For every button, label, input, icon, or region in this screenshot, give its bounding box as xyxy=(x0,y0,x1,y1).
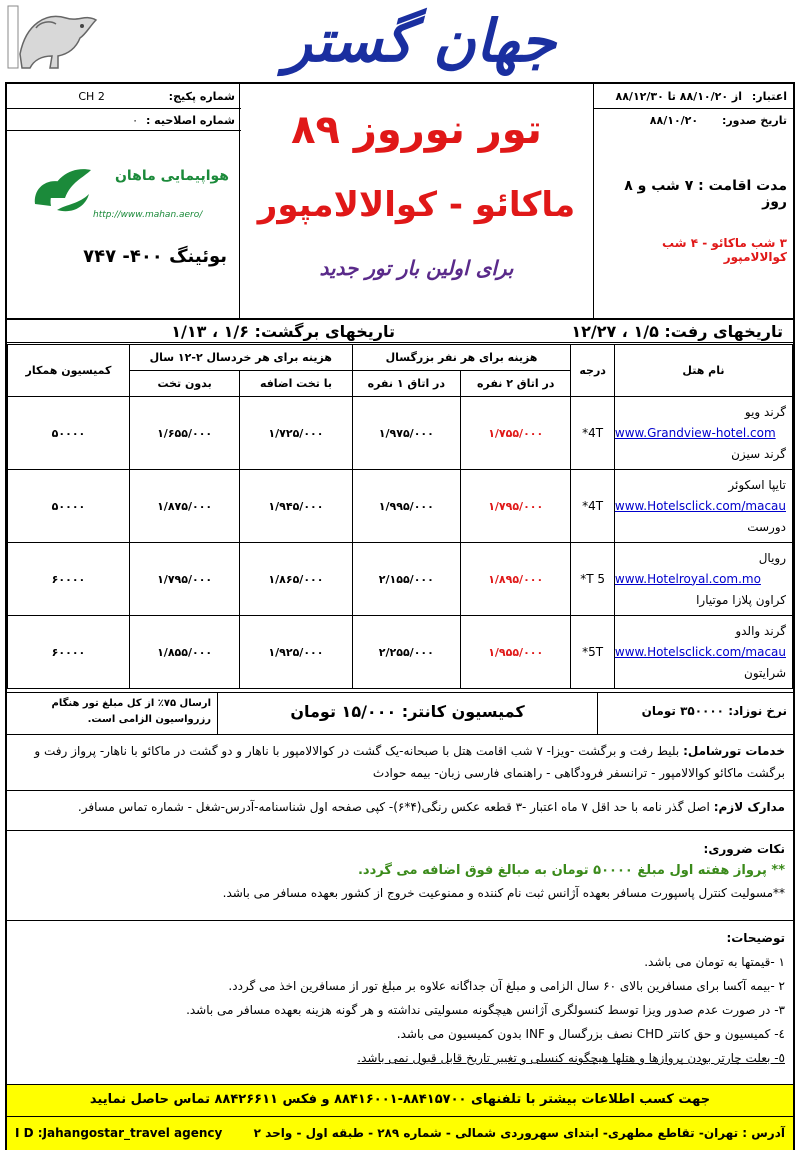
hotel-link[interactable]: www.Hotelroyal.com.mo xyxy=(614,571,761,586)
price-single: ۱/۹۷۵/۰۰۰ xyxy=(352,397,460,470)
header-double-room: در اتاق ۲ نفره xyxy=(461,371,571,397)
contact-text: جهت کسب اطلاعات بیشتر با تلفنهای ۸۸۴۱۵۷۰۰-۸۸۴۱۶۰۰۱ و فکس ۸۸۴۲۶۶۱۱ تماس حاصل نمایید xyxy=(89,1092,711,1107)
price-with-bed: ۱/۷۲۵/۰۰۰ xyxy=(240,397,352,470)
note-first-week: ** پرواز هفته اول مبلغ ۵۰۰۰۰ تومان به مبالغ فوق اضافه می گردد. xyxy=(357,863,785,878)
package-box xyxy=(7,84,241,319)
stay-duration: مدت اقامت : ۷ شب و ۸ روز xyxy=(624,178,787,210)
tour-route: ماکائو - کوالالامپور xyxy=(257,185,576,225)
revision-value: ۰ xyxy=(132,114,139,127)
price-with-bed: ۱/۹۴۵/۰۰۰ xyxy=(240,470,352,543)
price-double: ۱/۷۵۵/۰۰۰ xyxy=(461,397,571,470)
nights-split: ۳ شب ماکائو - ۴ شب کوالالامپور xyxy=(662,236,787,264)
header-adult-cost: هزینه برای هر نفر بزرگسال xyxy=(352,345,571,371)
hotel-alt: کراون پلازا موتیارا xyxy=(696,592,786,607)
header-child-cost: هزینه برای هر خردسال ۲-۱۲ سال xyxy=(129,345,352,371)
table-row xyxy=(8,397,793,470)
hotel-alt: گرند سیزن xyxy=(731,446,786,461)
header-commission: کمیسیون همکار xyxy=(8,345,130,397)
table-row xyxy=(8,543,793,616)
price-no-bed: ۱/۸۷۵/۰۰۰ xyxy=(129,470,239,543)
lion-logo-icon xyxy=(6,4,102,76)
documents-label: مدارک لازم: xyxy=(713,800,785,814)
hotel-name: گرند والدو xyxy=(735,623,786,638)
header-with-bed: با تخت اضافه xyxy=(240,371,352,397)
price-double: ۱/۷۹۵/۰۰۰ xyxy=(461,470,571,543)
commission: ۶۰۰۰۰ xyxy=(8,616,130,689)
commission: ۶۰۰۰۰ xyxy=(8,543,130,616)
hotel-name: گرند ویو xyxy=(744,404,786,419)
validity-box xyxy=(593,84,793,319)
table-row xyxy=(8,616,793,689)
agency-id: I D :Jahangostar_travel agency xyxy=(15,1126,223,1140)
hotel-link[interactable]: www.Grandview-hotel.com xyxy=(614,425,776,440)
explanations-label: توضیحات: xyxy=(726,931,785,945)
return-dates: تاریخهای برگشت: ۱/۶ ، ۱/۱۳ xyxy=(171,322,395,341)
notes-label: نکات ضروری: xyxy=(703,842,785,856)
counter-commission: کمیسیون کانتر: ۱۵/۰۰۰ تومان xyxy=(290,702,525,721)
header-hotel-name: نام هتل xyxy=(614,345,792,397)
airline-url: http://www.mahan.aero/ xyxy=(93,210,203,220)
note-passport: **مسولیت کنترل پاسپورت مسافر بعهده آژانس ثبت نام کننده و ممنوعیت خروج از کشور بعهده مسافر می باشد. xyxy=(222,886,785,900)
aircraft-type: بوئینگ ۴۰۰- ۷۴۷ xyxy=(83,246,227,267)
tour-slogan: برای اولین بار تور جدید xyxy=(319,256,514,280)
airline-name: هواپیمایی ماهان xyxy=(114,168,229,184)
address-text: آدرس : تهران- تقاطع مطهری- ابتدای سهروردی شمالی - شماره ۲۸۹ - طبقه اول - واحد ۲ xyxy=(253,1126,785,1140)
hotel-link[interactable]: www.Hotelsclick.com/macau xyxy=(614,644,786,659)
issue-label: تاریخ صدور: xyxy=(721,114,787,127)
price-double: ۱/۸۹۵/۰۰۰ xyxy=(461,543,571,616)
deposit-note: ارسال ۷۵٪ از کل مبلغ تور هنگام رزرواسیون الزامی است. xyxy=(51,698,211,725)
hotel-alt: دورست xyxy=(747,519,786,534)
mahan-air-logo-icon xyxy=(27,154,97,218)
price-with-bed: ۱/۸۶۵/۰۰۰ xyxy=(240,543,352,616)
hotel-grade: 5T* xyxy=(571,616,615,689)
header-single-room: در اتاق ۱ نفره xyxy=(352,371,460,397)
documents-text: اصل گذر نامه با حد اقل ۷ ماه اعتبار -۳ قطعه عکس رنگی(۴*۶)- کپی صفحه اول شناسنامه-آدرس-شغل - شماره تماس مسافر. xyxy=(77,800,710,814)
price-single: ۱/۹۹۵/۰۰۰ xyxy=(352,470,460,543)
tour-title: تور نوروز ۸۹ xyxy=(291,107,542,153)
price-no-bed: ۱/۸۵۵/۰۰۰ xyxy=(129,616,239,689)
commission: ۵۰۰۰۰ xyxy=(8,470,130,543)
validity-label: اعتبار: xyxy=(751,90,787,103)
infant-rate-box xyxy=(597,692,793,734)
services-line1: خدمات تورشامل: بلیط رفت و برگشت -ویزا- ۷ شب اقامت هتل با صبحانه-یک گشت در کوالالامپور با ناهار و دو گشت در ماکائو با ناهار- پرواز رفت و xyxy=(34,744,785,758)
issue-value: ۸۸/۱۰/۲۰ xyxy=(649,114,699,127)
hotel-name: تایپا اسکوئر xyxy=(728,477,786,492)
header-grade: درجه xyxy=(571,345,615,397)
validity-value: از ۸۸/۱۰/۲۰ تا ۸۸/۱۲/۳۰ xyxy=(615,90,743,103)
hotel-grade: 5 T* xyxy=(571,543,615,616)
hotel-name: رویال xyxy=(758,550,786,565)
counter-box xyxy=(217,692,597,734)
infant-rate: نرخ نوزاد: ۳۵۰۰۰۰ تومان xyxy=(641,704,787,718)
hotel-alt: شرایتون xyxy=(744,665,786,680)
title-box xyxy=(239,84,593,319)
explanation-item: ٥- بعلت چارتر بودن پروازها و هتلها هیچگونه کنسلی و تغییر تاریخ قابل قبول نمی باشد. xyxy=(357,1051,785,1065)
price-no-bed: ۱/۶۵۵/۰۰۰ xyxy=(129,397,239,470)
hotel-price-table xyxy=(7,344,793,689)
flyer-frame xyxy=(5,82,795,1150)
contact-bar xyxy=(7,1084,793,1116)
price-single: ۲/۲۵۵/۰۰۰ xyxy=(352,616,460,689)
explanation-item: ۱ -قیمتها به تومان می باشد. xyxy=(644,955,785,969)
hotel-grade: 4T* xyxy=(571,470,615,543)
services-line2: برگشت ماکائو کوالالامپور - ترانسفر فرودگاهی - راهنمای فارسی زبان- بیمه حوادث xyxy=(372,766,785,780)
hotel-link[interactable]: www.Hotelsclick.com/macau xyxy=(614,498,786,513)
package-label: شماره پکیج: xyxy=(168,90,235,103)
address-bar xyxy=(7,1116,793,1150)
explanation-item: ٤- کمیسیون و حق کانتر CHD نصف بزرگسال و INF بدون کمیسیون می باشد. xyxy=(396,1027,785,1041)
revision-label: شماره اصلاحیه : xyxy=(145,114,235,127)
price-single: ۲/۱۵۵/۰۰۰ xyxy=(352,543,460,616)
header-no-bed: بدون تخت xyxy=(129,371,239,397)
price-double: ۱/۹۵۵/۰۰۰ xyxy=(461,616,571,689)
commission: ۵۰۰۰۰ xyxy=(8,397,130,470)
page-header xyxy=(0,0,800,82)
table-row xyxy=(8,470,793,543)
services-label: خدمات تورشامل: xyxy=(683,744,785,758)
departure-dates: تاریخهای رفت: ۱/۵ ، ۱۲/۲۷ xyxy=(571,322,783,341)
price-no-bed: ۱/۷۹۵/۰۰۰ xyxy=(129,543,239,616)
price-with-bed: ۱/۹۲۵/۰۰۰ xyxy=(240,616,352,689)
hotel-grade: 4T* xyxy=(571,397,615,470)
explanation-item: ۲ -بیمه آکسا برای مسافرین بالای ۶۰ سال الزامی و مبلغ آن جداگانه علاوه بر مبلغ تور از مسافرین اخذ می گردد. xyxy=(228,979,785,993)
brand-title: جهان گستر xyxy=(284,7,556,75)
package-value: CH 2 xyxy=(78,90,105,103)
explanation-item: ۳- در صورت عدم صدور ویزا توسط کنسولگری آژانس هیچگونه مسولیتی نداشته و هر گونه هزینه بعهده مسافر می باشد. xyxy=(186,1003,785,1017)
